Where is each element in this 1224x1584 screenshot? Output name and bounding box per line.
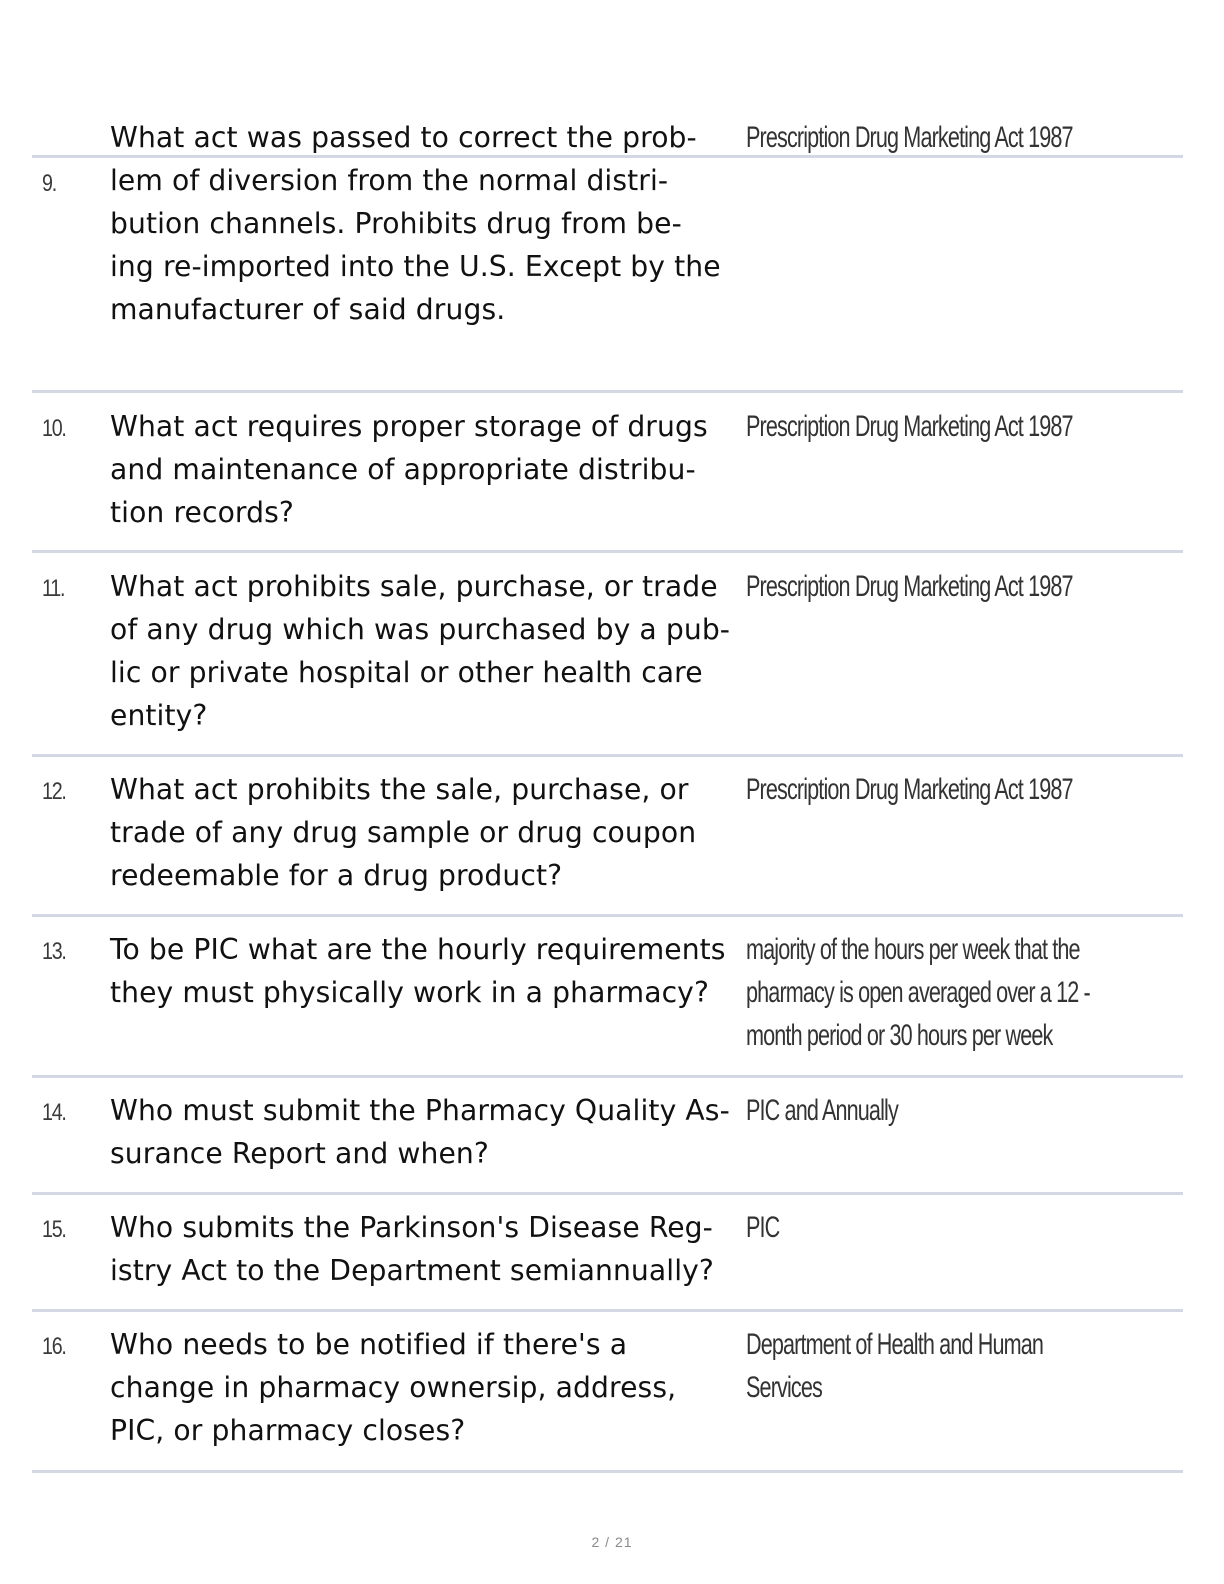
question-line: surance Report and when?: [110, 1137, 489, 1170]
page-indicator: 2 / 21: [591, 1534, 633, 1550]
item-number: 11.: [42, 575, 65, 602]
answer-text: PIC and Annually: [746, 1094, 898, 1127]
question-text: [110, 405, 740, 534]
answer-text: Prescription Drug Marketing Act 1987: [746, 121, 1073, 154]
item-number: 10.: [42, 415, 66, 442]
item-number: 15.: [42, 1216, 66, 1243]
divider: [32, 550, 1183, 553]
item-number: 12.: [42, 778, 66, 805]
question-text: [110, 928, 740, 1014]
question-line: lic or private hospital or other health care: [110, 656, 703, 689]
question-text: [110, 1323, 740, 1452]
question-line: Who submits the Parkinson's Disease Reg-: [110, 1211, 713, 1244]
answer-line: month period or 30 hours per week: [746, 1019, 1053, 1052]
question-line: bution channels. Prohibits drug from be-: [110, 207, 682, 240]
question-line: entity?: [110, 699, 208, 732]
question-line: To be PIC what are the hourly requirements: [110, 933, 726, 966]
item-number: 14.: [42, 1099, 66, 1126]
question-line: Who needs to be notified if there's a: [110, 1328, 628, 1361]
divider: [32, 1075, 1183, 1078]
question-line: What act requires proper storage of drugs: [110, 410, 708, 443]
answer-line: pharmacy is open averaged over a 12 -: [746, 976, 1090, 1009]
divider: [32, 914, 1183, 917]
answer-text: PIC: [746, 1211, 780, 1244]
answer-text: Prescription Drug Marketing Act 1987: [746, 773, 1073, 806]
question-line: ing re-imported into the U.S. Except by the: [110, 250, 721, 283]
divider: [32, 1192, 1183, 1195]
question-line: they must physically work in a pharmacy?: [110, 976, 710, 1009]
divider: [32, 754, 1183, 757]
item-number: 16.: [42, 1333, 66, 1360]
item-number: 9.: [42, 170, 56, 197]
question-line: lem of diversion from the normal distri-: [110, 164, 669, 197]
question-line: PIC, or pharmacy closes?: [110, 1414, 466, 1447]
answer-text: Prescription Drug Marketing Act 1987: [746, 410, 1073, 443]
answer-text: Department of Health and Human Services: [746, 1328, 1044, 1404]
question-text: [110, 565, 740, 737]
question-line: What act was passed to correct the prob-: [110, 121, 697, 154]
question-text: [110, 768, 740, 897]
question-line: istry Act to the Department semiannually?: [110, 1254, 714, 1287]
question-line: redeemable for a drug product?: [110, 859, 563, 892]
question-line: trade of any drug sample or drug coupon: [110, 816, 697, 849]
answer-text: [746, 928, 1120, 1057]
question-line: of any drug which was purchased by a pub-: [110, 613, 731, 646]
divider: [32, 390, 1183, 393]
answer-text: Prescription Drug Marketing Act 1987: [746, 570, 1073, 603]
question-line: tion records?: [110, 496, 294, 529]
question-line: Who must submit the Pharmacy Quality As-: [110, 1094, 730, 1127]
question-line: and maintenance of appropriate distribu-: [110, 453, 696, 486]
divider: [32, 1470, 1183, 1473]
divider: [32, 1309, 1183, 1312]
question-line: manufacturer of said drugs.: [110, 293, 506, 326]
question-line: change in pharmacy ownersip, address,: [110, 1371, 677, 1404]
question-text: [110, 1206, 740, 1292]
question-text: [110, 116, 740, 331]
answer-line: majority of the hours per week that the: [746, 933, 1080, 966]
question-line: What act prohibits sale, purchase, or trade: [110, 570, 718, 603]
question-text: [110, 1089, 740, 1175]
question-line: What act prohibits the sale, purchase, or: [110, 773, 689, 806]
item-number: 13.: [42, 938, 66, 965]
